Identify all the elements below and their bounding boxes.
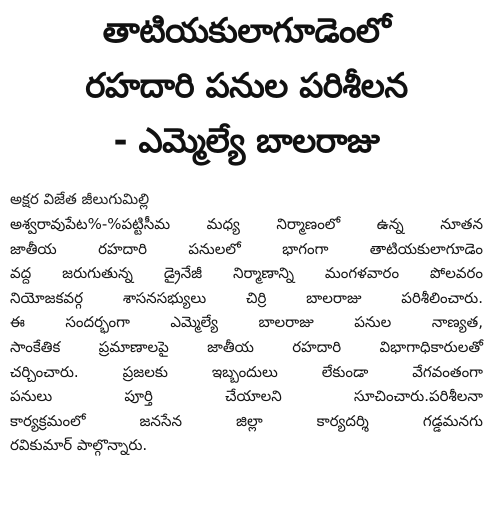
body-line: నియోజకవర్గ శాసనసభ్యులు చిర్రి బాలరాజు పరిశీలించారు. xyxy=(10,288,483,307)
headline-line: రహదారి పనుల పరిశీలన xyxy=(85,66,408,106)
body-line: చర్చించారు. ప్రజలకు ఇబ్బందులు లేకుండా వేగవంతంగా xyxy=(10,362,483,381)
body-line: కార్యక్రమంలో జనసేన జిల్లా కార్యదర్శి గడ్డమనగు xyxy=(10,411,483,430)
body-line: రవికుమార్ పాల్గొన్నారు. xyxy=(10,436,148,455)
body-line: జాతీయ రహదారి పనులలో భాగంగా తాటియకులాగూడెం xyxy=(10,239,483,258)
headline xyxy=(10,4,483,169)
byline: అక్షర విజేత జీలుగుమిల్లి xyxy=(10,190,150,208)
article-body xyxy=(10,212,483,458)
headline-line: - ఎమ్మెల్యే బాలరాజు xyxy=(113,121,380,161)
body-line: వద్ద జరుగుతున్న డ్రైనేజీ నిర్మాణాన్ని మంగళవారం పోలవరం xyxy=(10,264,483,283)
body-line: ఈ సందర్భంగా ఎమ్మెల్యే బాలరాజు పనుల నాణ్యత, xyxy=(10,313,483,332)
body-line: పనులు పూర్తి చేయాలని సూచించారు.పరిశీలనా xyxy=(10,387,483,406)
body-line: సాంకేతిక ప్రమాణాలపై జాతీయ రహదారి విభాగాధికారులతో xyxy=(10,337,483,356)
body-line: అశ్వరావుపేట%-%పట్టిసీమ మధ్య నిర్మాణంలో ఉన్న నూతన xyxy=(10,215,483,233)
headline-line: తాటియకులాగూడెంలో xyxy=(102,11,391,51)
